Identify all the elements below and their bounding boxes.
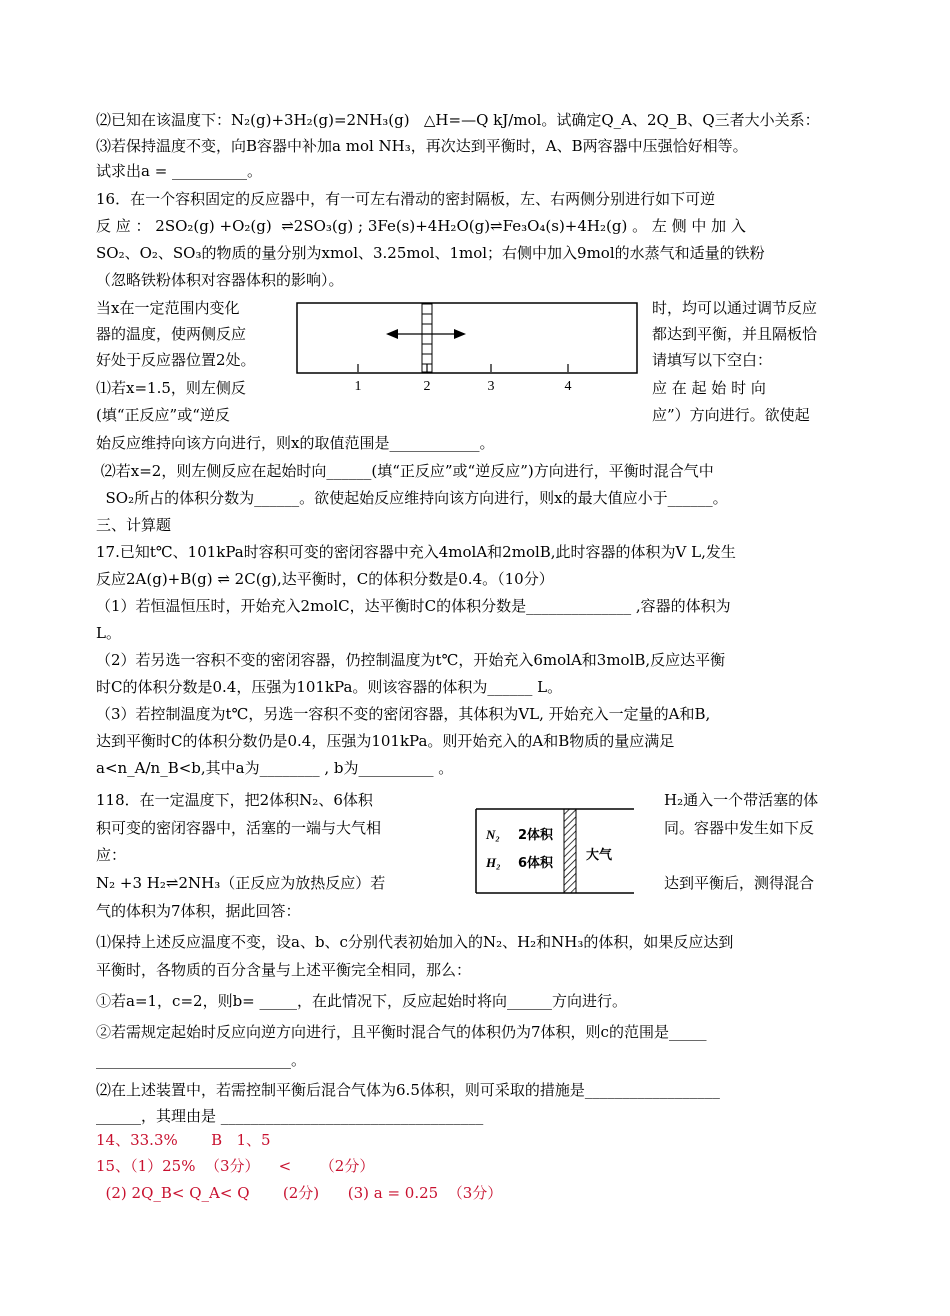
q16-part2-line1: ⑵若x=2，则左侧反应在起始时向______(填“正反应”或“逆反应”)方向进行，平衡时混合气中 (96, 462, 714, 480)
q16-wrap-left-3: 好处于反应器位置2处。 (96, 351, 256, 369)
q17-sub1-line1: （1）若恒温恒压时，开始充入2molC，达平衡时C的体积分数是______________ ,容器的体积为 (96, 597, 731, 615)
q16-wrap-right-4: 应 在 起 始 时 向 (652, 379, 766, 397)
answer-15-line1: 15、（1）25% （3分） < （2分） (96, 1157, 375, 1175)
n2-volume: 2体积 (518, 828, 554, 843)
q17-line1: 17.已知t℃、101kPa时容积可变的密闭容器中充入4molA和2molB,此时容器的体积为V L,发生 (96, 543, 736, 561)
q16-wrap-right-5: 应”）方向进行。欲使起 (652, 406, 810, 424)
q18-part2-line2: ______，其理由是 ___________________________________ (96, 1107, 484, 1125)
q18-wrap-left-4: N₂ +3 H₂⇌2NH₃（正反应为放热反应）若 (96, 874, 386, 892)
q16-line4: （忽略铁粉体积对容器体积的影响）。 (96, 271, 344, 289)
q18-wrap-right-2: 同。容器中发生如下反 (664, 819, 815, 837)
reactor-box (297, 303, 637, 373)
answer-14: 14、33.3% B 1、5 (96, 1131, 271, 1149)
q17-sub1-line2: L。 (96, 624, 121, 642)
q17-sub3-line2: 达到平衡时C的体积分数仍是0.4，压强为101kPa。则开始充入的A和B物质的量应满足 (96, 732, 675, 750)
q18-wrap-right-4: 达到平衡后，测得混合 (664, 874, 815, 892)
tick-label-3: 3 (487, 379, 495, 394)
q16-wrap-left-2: 器的温度，使两侧反应 (96, 325, 247, 343)
piston-diagram (474, 805, 638, 897)
q16-wrap-right-2: 都达到平衡，并且隔板恰 (652, 325, 818, 343)
tick-label-2: 2 (423, 379, 431, 394)
q16-line1: 16．在一个容积固定的反应器中，有一可左右滑动的密封隔板，左、右两侧分别进行如下可逆 (96, 190, 716, 208)
q16-wrap-left-1: 当x在一定范围内变化 (96, 299, 240, 317)
q18-wrap-left-1: 118．在一定温度下，把2体积N₂、6体积 (96, 791, 373, 809)
q17-sub2-line2: 时C的体积分数是0.4，压强为101kPa。则该容器的体积为______ L。 (96, 678, 563, 696)
q18-part2-line1: ⑵在上述装置中，若需控制平衡后混合气体为6.5体积，则可采取的措施是__________________ (96, 1081, 720, 1099)
answer-15-line2: (2) 2Q_B< Q_A< Q (2分) (3) a = 0.25 （3分） (96, 1184, 503, 1202)
q18-wrap-left-3: 应： (96, 846, 127, 864)
q15-part2: ⑵已知在该温度下：N₂(g)+3H₂(g)=2NH₃(g) △H=—Q kJ/mol。试确定Q_A、2Q_B、Q三者大小关系： (96, 111, 820, 129)
q18-part1-line1: ⑴保持上述反应温度不变，设a、b、c分别代表初始加入的N₂、H₂和NH₃的体积，如果反应达到 (96, 933, 734, 951)
section-3-heading: 三、计算题 (96, 516, 172, 534)
q18-part1-item2-line1: ②若需规定起始时反应向逆方向进行，且平衡时混合气的体积仍为7体积，则c的范围是_____ (96, 1023, 707, 1041)
q16-wrap-left-4: ⑴若x=1.5，则左侧反 (96, 379, 246, 397)
q16-wrap-left-5: (填“正反应”或“逆反 (96, 406, 230, 424)
reactor-diagram (296, 302, 638, 394)
q17-line2: 反应2A(g)+B(g) ⇌ 2C(g),达平衡时，C的体积分数是0.4。（10分） (96, 570, 554, 588)
q16-line3: SO₂、O₂、SO₃的物质的量分别为xmol、3.25mol、1mol；右侧中加入9mol的水蒸气和适量的铁粉 (96, 244, 765, 262)
tick-label-1: 1 (354, 379, 362, 394)
q18-part1-item2-line2: __________________________。 (96, 1051, 307, 1069)
q15-part3-line1: ⑶若保持温度不变，向B容器中补加a mol NH₃，再次达到平衡时，A、B两容器中压强恰好相等。 (96, 137, 748, 155)
q16-wrap-right-1: 时，均可以通过调节反应 (652, 299, 818, 317)
h2-label: H₂ (486, 855, 501, 870)
q18-wrap-right-1: H₂通入一个带活塞的体 (664, 791, 819, 809)
atmosphere-label: 大气 (586, 848, 613, 863)
q17-sub3-line3: a<n_A/n_B<b,其中a为________ , b为__________ 。 (96, 759, 454, 777)
h2-volume: 6体积 (518, 856, 554, 871)
q17-sub2-line1: （2）若另选一容积不变的密闭容器，仍控制温度为t℃，开始充入6molA和3molB,反应达平衡 (96, 651, 726, 669)
tick-label-4: 4 (564, 379, 572, 394)
q16-part2-line2: SO₂所占的体积分数为______。欲使起始反应维持向该方向进行，则x的最大值应小于______。 (96, 489, 728, 507)
q16-line-range: 始反应维持向该方向进行，则x的取值范围是____________。 (96, 434, 495, 452)
q18-wrap-left-2: 积可变的密闭容器中，活塞的一端与大气相 (96, 819, 382, 837)
q16-wrap-right-3: 请填写以下空白： (652, 351, 773, 369)
q15-part3-line2: 试求出a = __________。 (96, 162, 263, 180)
q18-part1-item1: ①若a=1，c=2，则b= _____，在此情况下，反应起始时将向______方向进行。 (96, 992, 628, 1010)
q18-line5: 气的体积为7体积，据此回答： (96, 902, 301, 920)
n2-label: N₂ (486, 827, 500, 842)
piston (564, 809, 576, 893)
q18-part1-line2: 平衡时，各物质的百分含量与上述平衡完全相同，那么： (96, 961, 472, 979)
q17-sub3-line1: （3）若控制温度为t℃，另选一容积不变的密闭容器，其体积为VL, 开始充入一定量的A和B, (96, 705, 711, 723)
q16-line2: 反 应 ： 2SO₂(g) +O₂(g) ⇌2SO₃(g) ; 3Fe(s)+4H₂O(g)⇌Fe₃O₄(s)+4H₂(g) 。 左 侧 中 加 入 (96, 217, 746, 235)
